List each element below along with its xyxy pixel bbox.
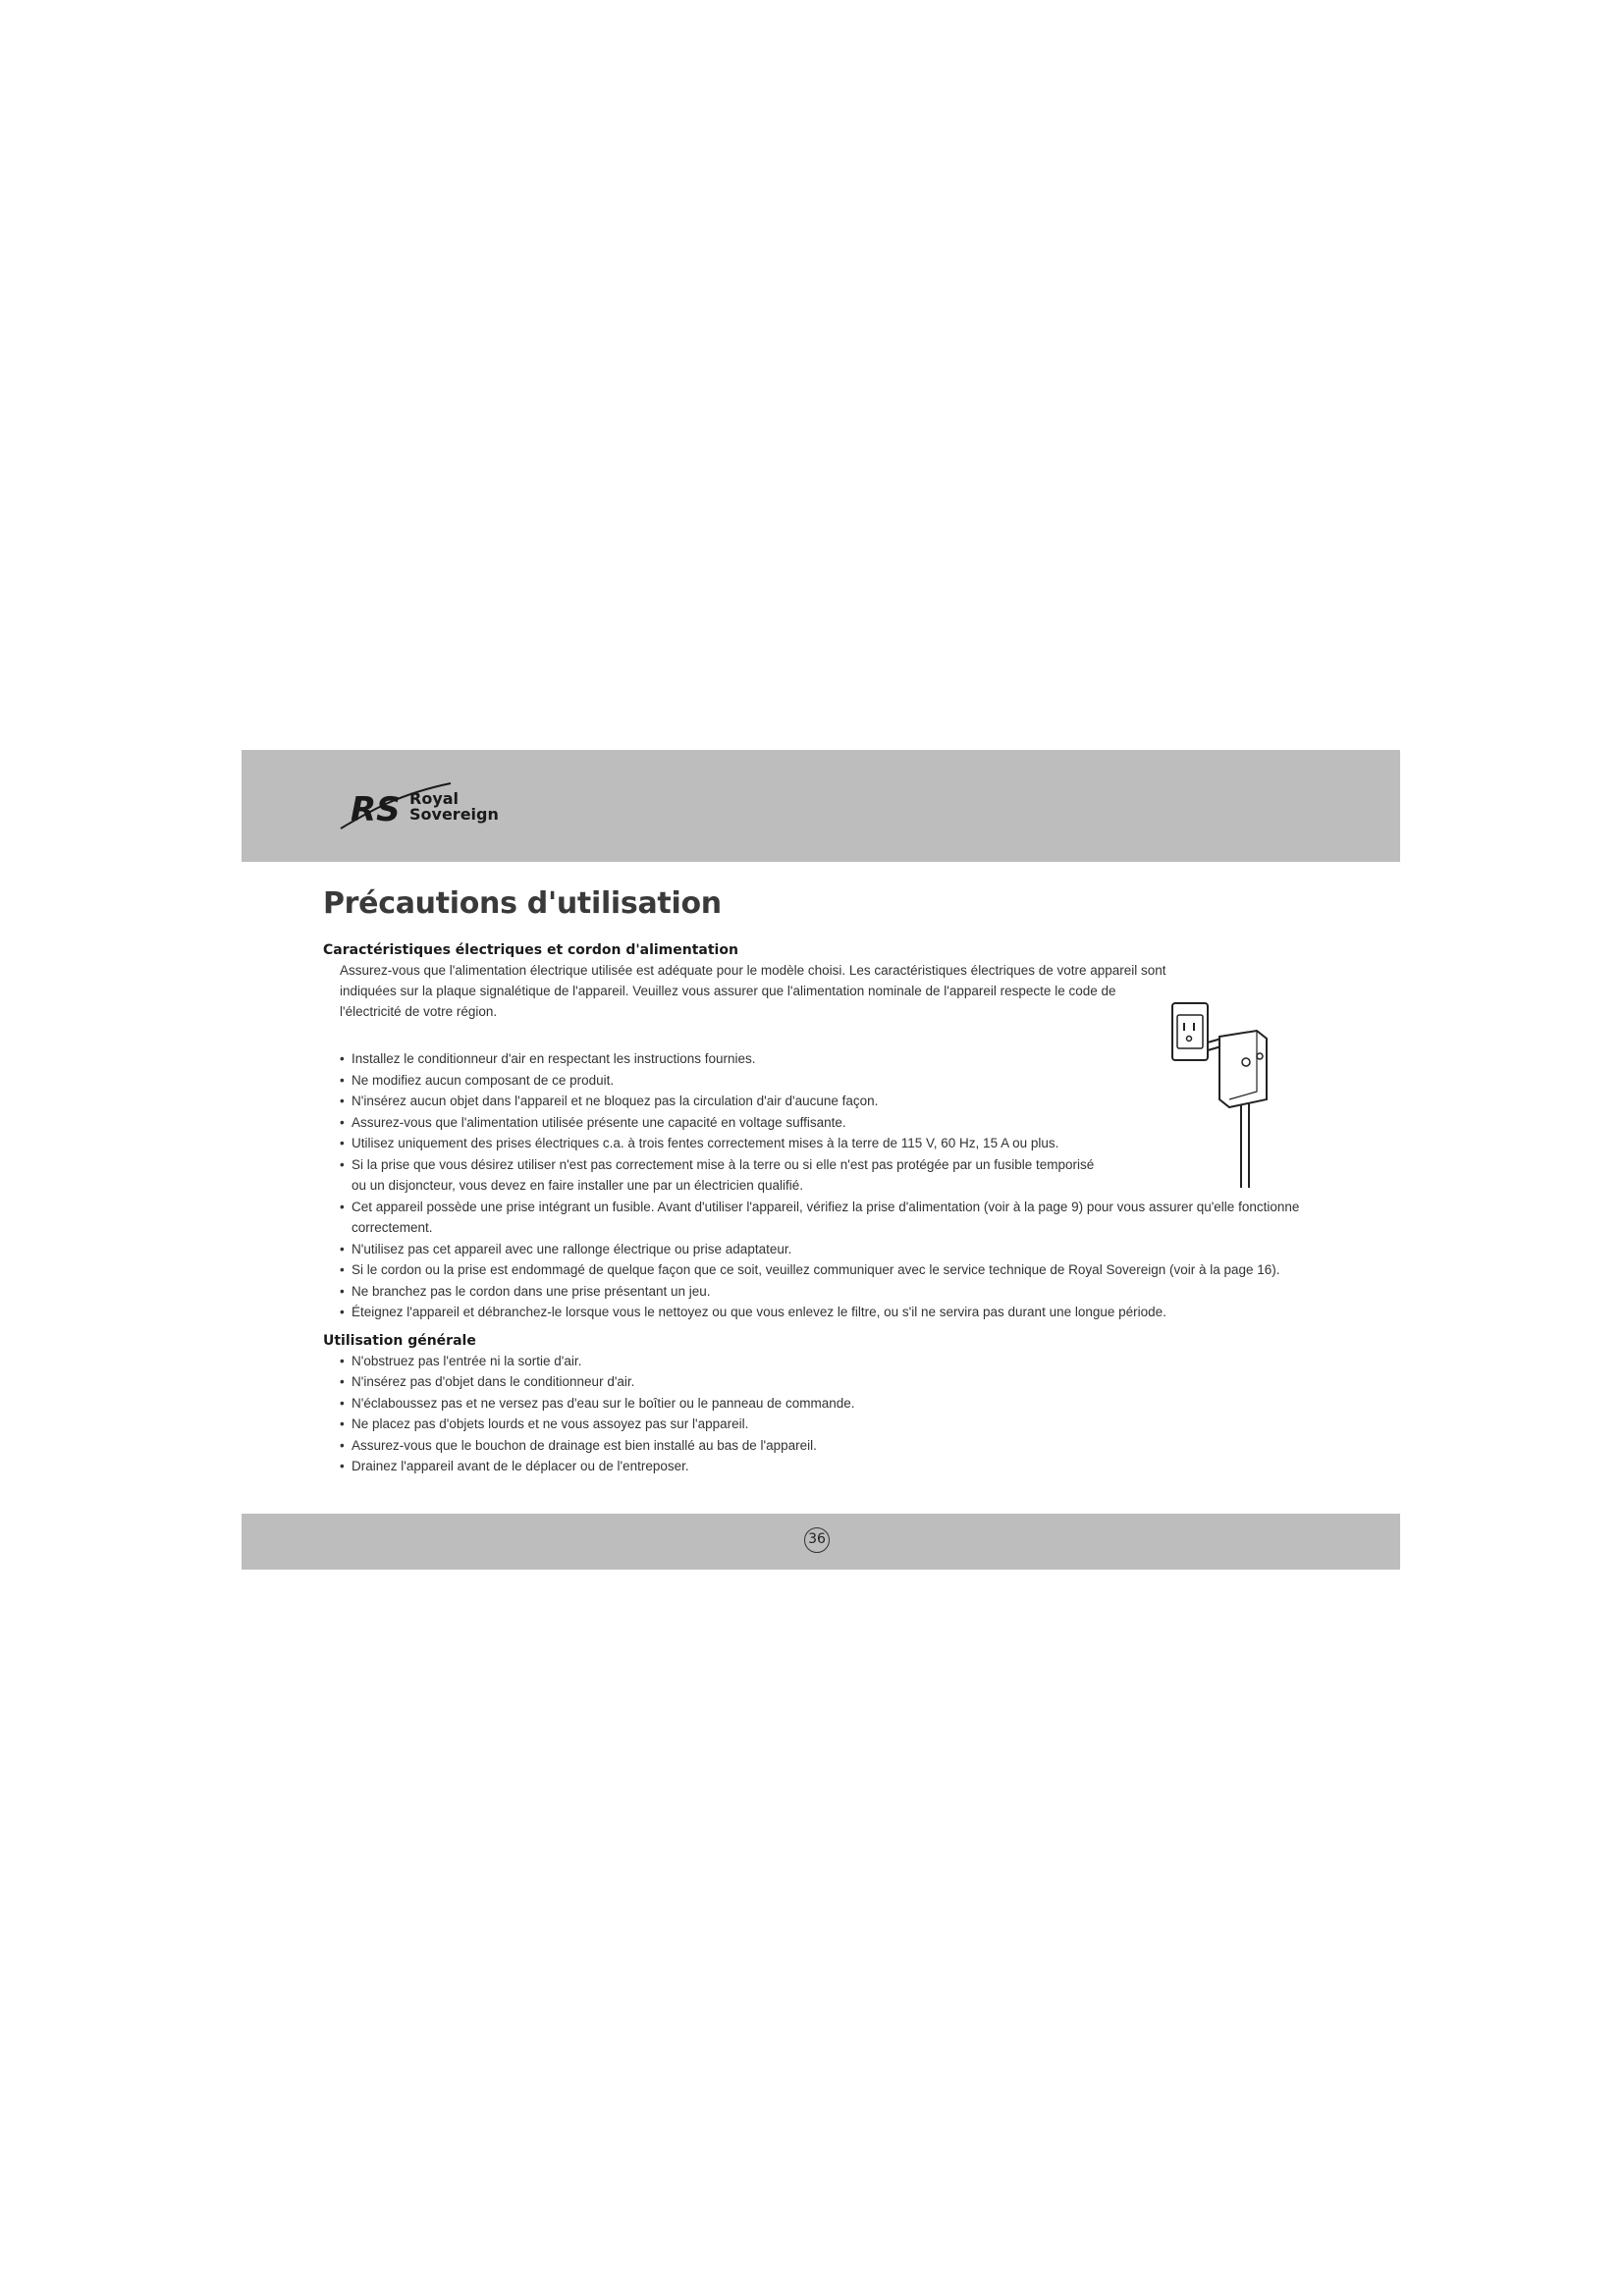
list-item: • N'insérez aucun objet dans l'appareil et ne bloquez pas la circulation d'air d'aucune façon.: [340, 1091, 1325, 1112]
page-title: Précautions d'utilisation: [323, 886, 722, 921]
royal-sovereign-logo: [335, 777, 512, 846]
plug-in-outlet-icon: [1168, 991, 1276, 1193]
section-heading-electrical: Caractéristiques électriques et cordon d'alimentation: [323, 942, 738, 958]
list-item: • Assurez-vous que l'alimentation utilisée présente une capacité en voltage suffisante.: [340, 1112, 1325, 1134]
list-item: • Ne modifiez aucun composant de ce produit.: [340, 1070, 1325, 1092]
page-number: 36: [804, 1527, 830, 1553]
list-item: • Drainez l'appareil avant de le déplacer ou de l'entreposer.: [340, 1456, 1325, 1477]
list-item: • Cet appareil possède une prise intégrant un fusible. Avant d'utiliser l'appareil, vérifiez la prise d'alimentation (voir à la page 9) pour vous assurer qu'elle fonctionne correctement.: [340, 1197, 1325, 1239]
list-item: • N'utilisez pas cet appareil avec une rallonge électrique ou prise adaptateur.: [340, 1239, 1325, 1260]
general-use-list: [323, 1351, 1325, 1477]
brand-line2: Sovereign: [409, 805, 499, 824]
header-band: [242, 750, 1400, 862]
section-heading-general-use: Utilisation générale: [323, 1332, 476, 1349]
list-item: • Ne branchez pas le cordon dans une prise présentant un jeu.: [340, 1281, 1325, 1303]
list-item: • Éteignez l'appareil et débranchez-le lorsque vous le nettoyez ou que vous enlevez le filtre, ou s'il ne servira pas durant une longue période.: [340, 1302, 1325, 1323]
list-item: • Utilisez uniquement des prises électriques c.a. à trois fentes correctement mises à la terre de 115 V, 60 Hz, 15 A ou plus.: [340, 1133, 1325, 1154]
list-item: • Ne placez pas d'objets lourds et ne vous assoyez pas sur l'appareil.: [340, 1414, 1325, 1435]
list-item: • Si la prise que vous désirez utiliser n'est pas correctement mise à la terre ou si elle n'est pas protégée par un fusible temporisé ou un disjoncteur, vous devez en faire installer une par un électricien qualifié.: [340, 1154, 1098, 1197]
list-item: • Installez le conditionneur d'air en respectant les instructions fournies.: [340, 1048, 1325, 1070]
list-item: • N'obstruez pas l'entrée ni la sortie d'air.: [340, 1351, 1325, 1372]
section-intro: Assurez-vous que l'alimentation électrique utilisée est adéquate pour le modèle choisi. Les caractéristiques électriques de votre appareil sont indiquées sur la plaque signalétique de l'appareil. Veuillez vous assurer que l'alimentation nominale de l'appareil respecte le code de l'électricité de votre région.: [340, 963, 1166, 1019]
list-item: • N'insérez pas d'objet dans le conditionneur d'air.: [340, 1371, 1325, 1393]
footer-band: [242, 1514, 1400, 1570]
svg-text:RS: RS: [351, 790, 401, 829]
list-item: • Si le cordon ou la prise est endommagé de quelque façon que ce soit, veuillez communiquer avec le service technique de Royal Sovereign (voir à la page 16).: [340, 1259, 1325, 1281]
brand-line1: Royal: [409, 789, 460, 808]
list-item: • Assurez-vous que le bouchon de drainage est bien installé au bas de l'appareil.: [340, 1435, 1325, 1457]
list-item: • N'éclaboussez pas et ne versez pas d'eau sur le boîtier ou le panneau de commande.: [340, 1393, 1325, 1415]
wall-outlet-plug-illustration: [1168, 991, 1276, 1193]
